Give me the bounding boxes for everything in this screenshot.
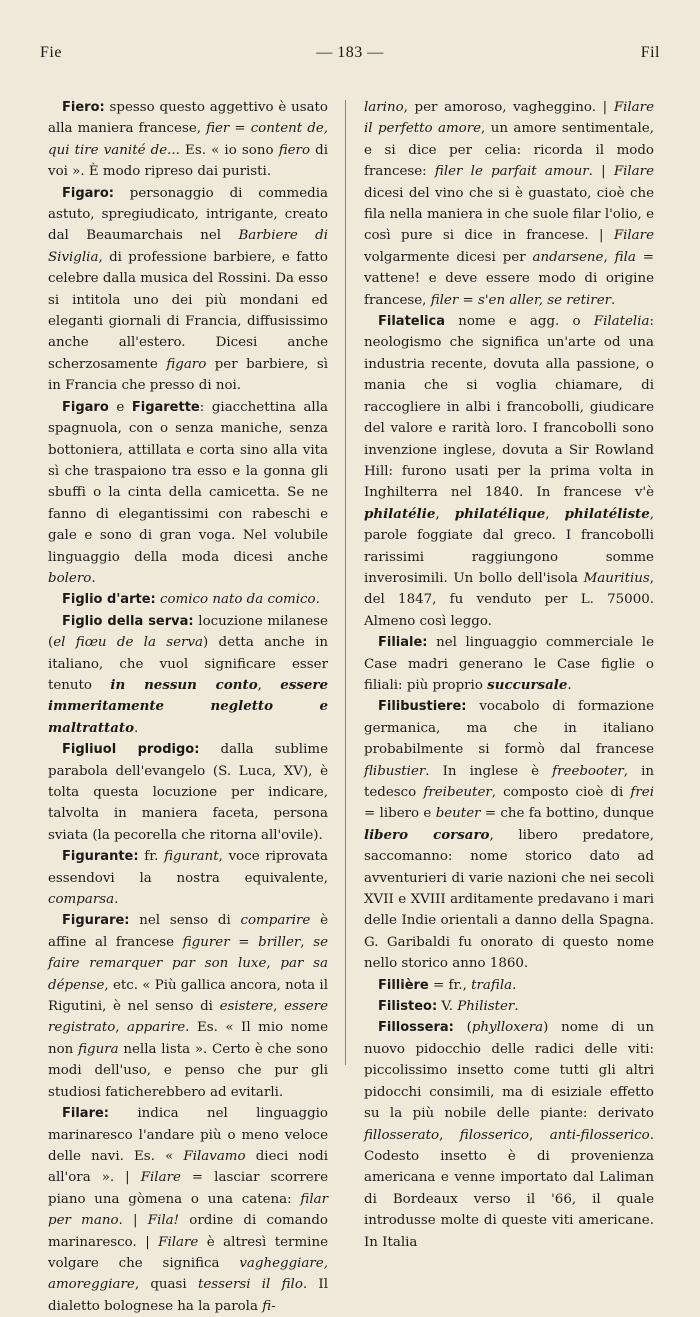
entry-text: nel linguaggio commerciale le Case madri generano le Case figlie o filiali: più proprio succursale. <box>364 635 654 693</box>
entry-text: V. Philister. <box>437 999 519 1015</box>
entry-text: (phylloxera) nome di un nuovo pidocchio delle radici delle viti: piccolissimo insetto come tutti gli altri pidocchi consimili, ma di esiziale effetto su la più nobile delle piante: derivato fillosserato, filosserico, anti-filosserico. Codesto insetto è di provenienza americana e venne importato dal Laliman di Bordeaux verso il '66, il quale introdusse molte di queste viti americane. In Italia <box>364 1020 654 1250</box>
entry-text: e Figarette: giacchettina alla spagnuola, con o senza maniche, senza bottoniera, attillata e corta sino alla vita sì che traspaiono tra esso e la gonna gli sbuffi o la cinta della camicetta. Se ne fanno di elegantissimi con rabeschi e gale e sono di gran voga. Nel volubile linguaggio della moda dicesi anche bolero. <box>48 399 328 586</box>
entry-headword: Figlio della serva: <box>62 613 194 629</box>
right-column <box>364 97 655 1250</box>
entry-text: indica nel linguaggio marinaresco l'andare più o meno veloce delle navi. Es. « Filavamo dieci nodi all'ora ». | Filare = lasciar scorrere piano una gòmena o una catena: filar per mano. | Fila! ordine di comando marinaresco. | Filare è altresì termine volgare che significa vagheggiare, amoreggiare, quasi tessersi il filo. Il dialetto bolognese ha la parola fi- <box>48 1106 329 1314</box>
entry-headword: Filibustiere: <box>378 699 467 715</box>
dictionary-entry <box>364 1017 654 1252</box>
entry-text: larino, per amoroso, vagheggino. | Filare il perfetto amore, un amore sentimentale, e si dice per celia: ricorda il modo francese: filer le parfait amour. | Filare dicesi del vino che si è guastato, cioè che fila nella maniera in che suole filar l'olio, e così pure si dice in francese. | Filare volgarmente dicesi per andarsene, fila = vattene! e deve essere modo di origine francese, filer = s'en aller, se retirer. <box>364 100 654 308</box>
entry-text: comico nato da comico. <box>159 592 320 608</box>
page-number: — 183 — <box>316 44 384 61</box>
page-header <box>40 44 660 70</box>
dictionary-entry <box>48 739 328 846</box>
entry-text: nome e agg. o Filatelia: neologismo che significa un'arte od una industria recente, dovuta alla passione, o mania che si voglia chiamare, di raccogliere in albi i francobolli, giudicare del valore e rarità loro. I francobolli sono invenzione inglese, dovuta a Sir Rowland Hill: furono usati per la prima volta in Inghilterra nel 1840. In francese v'è philatélie, philatélique, philatéliste, parole foggiate dal greco. I francobolli rarissimi raggiungono somme inverosimili. Un bollo dell'isola Mauritius, del 1847, fu venduto per L. 75000. Almeno così leggo. <box>364 314 654 629</box>
entry-text: locuzione milanese (el fiœu de la serva) detta anche in italiano, che vuol significare esser tenuto in nessun conto, essere immeritamente negletto e maltrattato. <box>48 613 328 736</box>
dictionary-entry <box>364 632 654 696</box>
entry-text: = fr., trafila. <box>428 977 517 993</box>
entry-headword: Fillière <box>378 977 429 993</box>
entry-headword: Fiero: <box>62 100 105 115</box>
header-right-guideword: Fil <box>640 44 660 61</box>
dictionary-entry <box>364 97 654 311</box>
entry-headword: Fillossera: <box>378 1020 454 1036</box>
dictionary-entry <box>364 696 654 974</box>
entry-text: fr. figurant, voce riprovata essendovi la nostra equivalente, comparsa. <box>48 849 328 908</box>
entry-headword: Figliuol prodigo: <box>62 742 200 758</box>
entry-text: nel senso di comparire è affine al francese figurer = briller, se faire remarquer par son luxe, par sa dépense, etc. « Più gallica ancora, nota il Rigutini, è nel senso di esistere, essere registrato, apparire. Es. « Il mio nome non figura nella lista ». Certo è che sono modi dell'uso, e penso che pur gli studiosi faticherebbero ad evitarli. <box>48 913 329 1100</box>
dictionary-entry <box>48 589 328 610</box>
column-divider <box>345 100 346 1065</box>
entry-text: spesso questo aggettivo è usato alla maniera francese, fier = content de, qui tire vanité de... Es. « io sono fiero di voi ». È modo ripreso dai puristi. <box>48 100 329 180</box>
dictionary-entry <box>48 611 328 739</box>
header-left-guideword: Fie <box>40 44 62 61</box>
entry-headword: Filatelica <box>378 314 445 330</box>
dictionary-entry <box>48 910 328 1103</box>
entry-text: vocabolo di formazione germanica, ma che in italiano probabilmente si formò dal francese flibustier. In inglese è freebooter, in tedesco freibeuter, composto cioè di frei = libero e beuter = che fa bottino, dunque libero corsaro, libero predatore, saccomanno: nome storico dato ad avventurieri di varie nazioni che nei secoli XVII e XVIII arditamente predavano i mari delle Indie orientali a danno della Spagna. G. Garibaldi fu onorato di questo nome nello storico anno 1860. <box>364 699 655 972</box>
dictionary-entry <box>364 996 654 1017</box>
entry-headword: Figurante: <box>62 849 139 865</box>
entry-headword: Figaro: <box>62 185 114 201</box>
left-column <box>48 97 329 1314</box>
dictionary-entry <box>48 97 328 183</box>
dictionary-entry <box>48 846 328 910</box>
dictionary-entry <box>48 183 328 397</box>
entry-headword: Figaro <box>62 399 109 415</box>
dictionary-entry <box>364 311 654 632</box>
dictionary-entry <box>48 397 328 590</box>
dictionary-entry <box>364 975 654 996</box>
dictionary-entry <box>48 1103 328 1317</box>
entry-headword: Filiale: <box>378 635 428 651</box>
entry-text: personaggio di commedia astuto, spregiudicato, intrigante, creato dal Beaumarchais nel Barbiere di Siviglia, di professione barbiere, e fatto celebre dalla musica del Rossini. Da esso si intitola uno dei più mondani ed eleganti giornali di Francia, diffusissimo anche all'estero. Dicesi anche scherzosamente figaro per barbiere, sì in Francia che presso di noi. <box>48 185 329 394</box>
entry-headword: Figlio d'arte: <box>62 592 156 608</box>
entry-headword: Figurare: <box>62 913 130 929</box>
entry-text: dalla sublime parabola dell'evangelo (S. Luca, XV), è tolta questa locuzione per indicare, talvolta in maniera faceta, persona sviata (la pecorella che ritorna all'ovile). <box>48 742 328 843</box>
entry-headword: Filare: <box>62 1106 109 1122</box>
entry-headword: Filisteo: <box>378 999 438 1015</box>
